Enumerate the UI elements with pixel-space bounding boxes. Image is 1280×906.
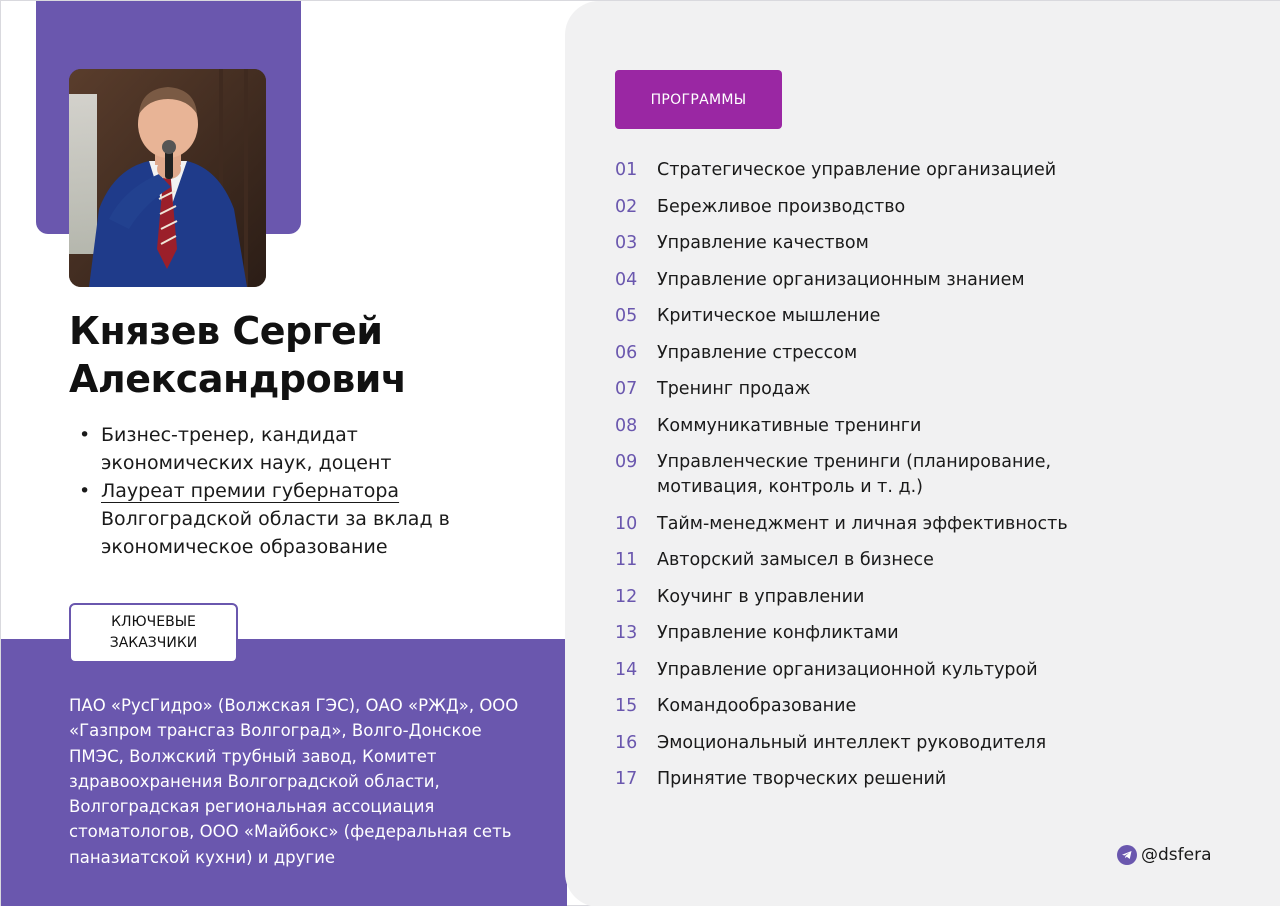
- program-number: 03: [615, 233, 638, 253]
- program-item: [615, 731, 1235, 756]
- clients-badge: [69, 603, 238, 663]
- person-name-line2: Александрович: [69, 357, 407, 401]
- program-item: [615, 767, 1235, 792]
- program-title: Коучинг в управлении: [657, 586, 865, 607]
- program-item: [615, 512, 1235, 537]
- program-item: [615, 195, 1235, 220]
- program-item: [615, 341, 1235, 366]
- program-number: 09: [615, 452, 638, 472]
- clients-text: ПАО «РусГидро» (Волжская ГЭС), ОАО «РЖД», ООО «Газпром трансгаз Волгоград», Волго-Донское ПМЭС, Волжский трубный завод, Комитет здравоохранения Волгоградской области, Волгоградская региональная ассоциация стоматологов, ООО «Майбокс» (федеральная сеть паназиатской кухни) и другие: [69, 696, 519, 867]
- program-item: [615, 450, 1235, 500]
- bio-text: Бизнес-тренер, кандидат экономических наук, доцент: [101, 424, 392, 474]
- program-number: 14: [615, 659, 638, 680]
- telegram-icon: [1117, 845, 1137, 865]
- program-title: Управленческие тренинги (планирование, мотивация, контроль и т. д.): [657, 452, 1052, 497]
- telegram-handle[interactable]: [1117, 845, 1212, 865]
- program-title: Принятие творческих решений: [657, 769, 947, 789]
- program-title: Командообразование: [657, 696, 857, 716]
- program-item: [615, 231, 1235, 256]
- program-number: 04: [615, 269, 638, 290]
- program-number: 10: [615, 513, 638, 534]
- program-title: Управление конфликтами: [657, 623, 899, 643]
- person-bio-list: [79, 421, 499, 561]
- program-title: Управление организационной культурой: [657, 659, 1038, 680]
- program-title: Критическое мышление: [657, 306, 881, 326]
- program-item: [615, 548, 1235, 573]
- program-item: [615, 621, 1235, 646]
- clients-badge-line1: КЛЮЧЕВЫЕ: [111, 614, 196, 630]
- programs-badge: ПРОГРАММЫ: [615, 70, 782, 129]
- program-number: 07: [615, 379, 638, 399]
- program-number: 05: [615, 306, 638, 326]
- program-title: Авторский замысел в бизнесе: [657, 550, 934, 570]
- program-title: Бережливое производство: [657, 196, 906, 217]
- program-number: 08: [615, 415, 638, 436]
- bio-item: [79, 421, 499, 477]
- program-number: 17: [615, 769, 638, 789]
- program-item: [615, 414, 1235, 439]
- program-item: [615, 658, 1235, 683]
- telegram-handle-text: @dsfera: [1141, 845, 1212, 865]
- clients-badge-line2: ЗАКАЗЧИКИ: [109, 635, 198, 651]
- speaker-photo: [69, 69, 266, 287]
- program-number: 16: [615, 732, 638, 753]
- program-title: Управление качеством: [657, 233, 869, 253]
- program-number: 06: [615, 342, 638, 363]
- program-number: 15: [615, 696, 638, 716]
- program-title: Стратегическое управление организацией: [657, 160, 1057, 180]
- program-number: 12: [615, 586, 638, 607]
- program-number: 11: [615, 550, 638, 570]
- program-item: [615, 377, 1235, 402]
- program-item: [615, 268, 1235, 293]
- program-title: Эмоциональный интеллект руководителя: [657, 732, 1047, 753]
- program-title: Управление организационным знанием: [657, 269, 1025, 290]
- bio-text: Волгоградской области за вклад в экономическое образование: [101, 508, 450, 558]
- program-number: 13: [615, 623, 638, 643]
- program-item: [615, 304, 1235, 329]
- person-name-line1: Князев Сергей: [69, 309, 383, 353]
- programs-list: [615, 158, 1235, 804]
- program-item: [615, 585, 1235, 610]
- program-title: Управление стрессом: [657, 342, 858, 363]
- bio-item: [79, 477, 499, 561]
- program-number: 01: [615, 160, 638, 180]
- program-number: 02: [615, 196, 638, 217]
- program-item: [615, 158, 1235, 183]
- program-title: Тренинг продаж: [657, 379, 811, 399]
- program-title: Коммуникативные тренинги: [657, 415, 922, 436]
- person-name: [69, 307, 539, 403]
- program-title: Тайм-менеджмент и личная эффективность: [657, 513, 1068, 534]
- award-link[interactable]: Лауреат премии губернатора: [101, 480, 400, 502]
- program-item: [615, 694, 1235, 719]
